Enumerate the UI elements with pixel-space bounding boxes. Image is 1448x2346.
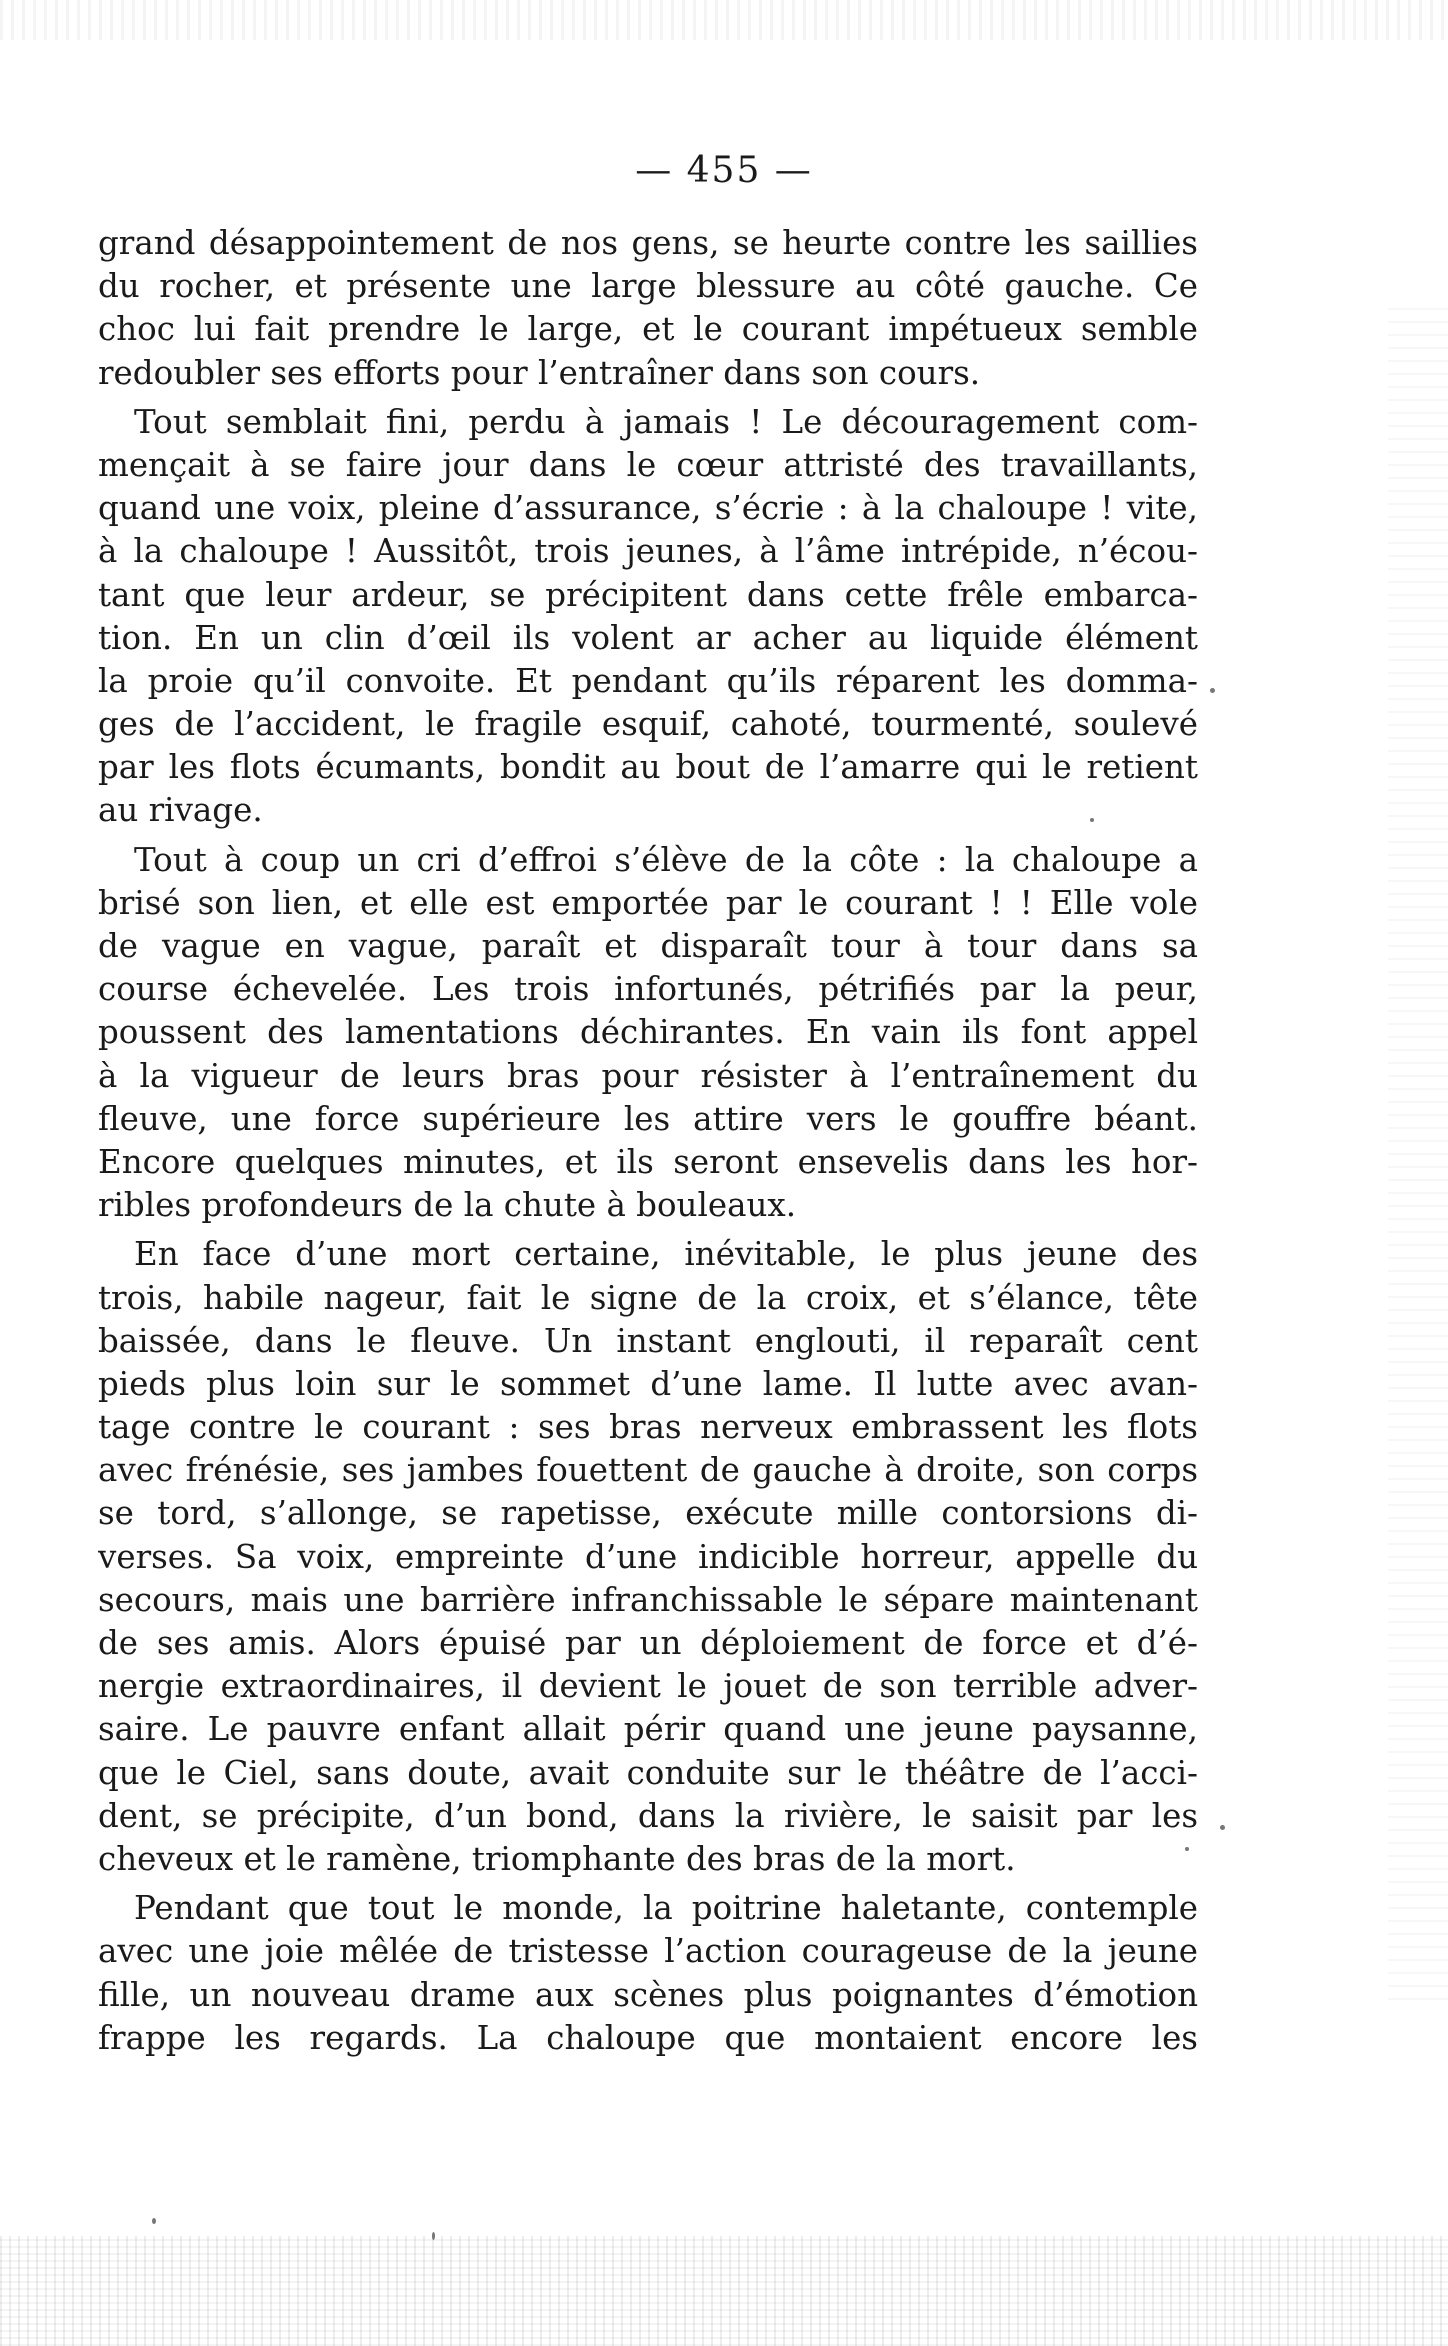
text-line: tion. En un clin d’œil ils volent ar acher au liquide élément	[98, 618, 1198, 657]
text-line: la proie qu’il convoite. Et pendant qu’ils réparent les domma-	[98, 661, 1198, 700]
text-line: grand désappointement de nos gens, se heurte contre les saillies	[98, 224, 1198, 262]
text-line: de vague en vague, paraît et disparaît tour à tour dans sa	[98, 927, 1198, 965]
text-line: Pendant que tout le monde, la poitrine haletante, contemple	[134, 1889, 1198, 1928]
text-line: ges de l’accident, le fragile esquif, cahoté, tourmenté, soulevé	[98, 705, 1198, 744]
scan-speck	[1185, 1847, 1189, 1851]
scan-speck	[1210, 688, 1215, 693]
paragraph	[98, 839, 1198, 1228]
scan-speck	[152, 2218, 156, 2224]
text-line: En face d’une mort certaine, inévitable, le plus jeune des	[134, 1235, 1198, 1274]
scan-speck	[1090, 818, 1094, 822]
text-line: à la vigueur de leurs bras pour résister à l’entraînement du	[98, 1056, 1198, 1095]
paragraph	[98, 222, 1198, 395]
text-line: de ses amis. Alors épuisé par un déploiement de force et d’é-	[98, 1624, 1198, 1662]
text-line: à la chaloupe ! Aussitôt, trois jeunes, à l’âme intrépide, n’écou-	[98, 532, 1198, 571]
text-line: baissée, dans le fleuve. Un instant englouti, il reparaît cent	[98, 1321, 1198, 1360]
paragraph	[98, 1887, 1198, 2060]
text-line: verses. Sa voix, empreinte d’une indicible horreur, appelle du	[98, 1537, 1198, 1576]
text-line: se tord, s’allonge, se rapetisse, exécute mille contorsions di-	[98, 1494, 1198, 1533]
text-line: pieds plus loin sur le sommet d’une lame. Il lutte avec avan-	[98, 1364, 1198, 1403]
text-line: poussent des lamentations déchirantes. En vain ils font appel	[98, 1013, 1198, 1052]
text-line: avec frénésie, ses jambes fouettent de gauche à droite, son corps	[98, 1451, 1198, 1490]
text-line: secours, mais une barrière infranchissable le sépare maintenant	[98, 1580, 1198, 1619]
scan-noise-right	[1388, 300, 1448, 2000]
text-line: frappe les regards. La chaloupe que montaient encore les	[98, 2018, 1198, 2057]
text-line: tage contre le courant : ses bras nerveux embrassent les flots	[98, 1408, 1198, 1447]
text-line: quand une voix, pleine d’assurance, s’écrie : à la chaloupe ! vite,	[98, 489, 1198, 528]
scan-speck	[432, 2232, 435, 2240]
text-line: par les flots écumants, bondit au bout de l’amarre qui le retient	[98, 748, 1198, 787]
text-line: Encore quelques minutes, et ils seront ensevelis dans les hor-	[98, 1142, 1198, 1181]
page-number: — 455 —	[635, 150, 813, 191]
text-line: au rivage.	[98, 791, 263, 830]
text-line: du rocher, et présente une large blessure au côté gauche. Ce	[98, 267, 1198, 306]
text-line: avec une joie mêlée de tristesse l’action courageuse de la jeune	[98, 1932, 1198, 1971]
text-line: que le Ciel, sans doute, avait conduite sur le théâtre de l’acci-	[98, 1753, 1198, 1792]
text-line: nergie extraordinaires, il devient le jouet de son terrible adver-	[98, 1667, 1198, 1706]
paragraph	[98, 401, 1198, 833]
text-line: fille, un nouveau drame aux scènes plus poignantes d’émotion	[98, 1975, 1198, 2014]
text-line: Tout à coup un cri d’effroi s’élève de la côte : la chaloupe a	[134, 840, 1198, 879]
text-line: saire. Le pauvre enfant allait périr quand une jeune paysanne,	[98, 1710, 1198, 1749]
text-line: brisé son lien, et elle est emportée par le courant ! ! Elle vole	[98, 883, 1198, 922]
text-line: Tout semblait fini, perdu à jamais ! Le découragement com-	[134, 402, 1198, 441]
text-line: ribles profondeurs de la chute à bouleaux.	[98, 1186, 797, 1225]
scan-speck	[1220, 1825, 1225, 1830]
text-line: trois, habile nageur, fait le signe de la croix, et s’élance, tête	[98, 1278, 1198, 1317]
scan-noise-top	[0, 0, 1448, 40]
paragraph	[98, 1233, 1198, 1881]
text-line: dent, se précipite, d’un bond, dans la rivière, le saisit par les	[98, 1796, 1198, 1835]
text-line: tant que leur ardeur, se précipitent dans cette frêle embarca-	[98, 575, 1198, 614]
text-line: fleuve, une force supérieure les attire vers le gouffre béant.	[98, 1099, 1198, 1138]
body-text	[98, 222, 1198, 2060]
text-line: redoubler ses efforts pour l’entraîner dans son cours.	[98, 353, 981, 392]
text-line: course échevelée. Les trois infortunés, pétrifiés par la peur,	[98, 970, 1198, 1009]
text-line: mençait à se faire jour dans le cœur attristé des travaillants,	[98, 445, 1198, 484]
scan-noise-bottom	[0, 2236, 1448, 2346]
text-line: cheveux et le ramène, triomphante des bras de la mort.	[98, 1839, 1016, 1878]
text-line: choc lui fait prendre le large, et le courant impétueux semble	[98, 310, 1198, 349]
